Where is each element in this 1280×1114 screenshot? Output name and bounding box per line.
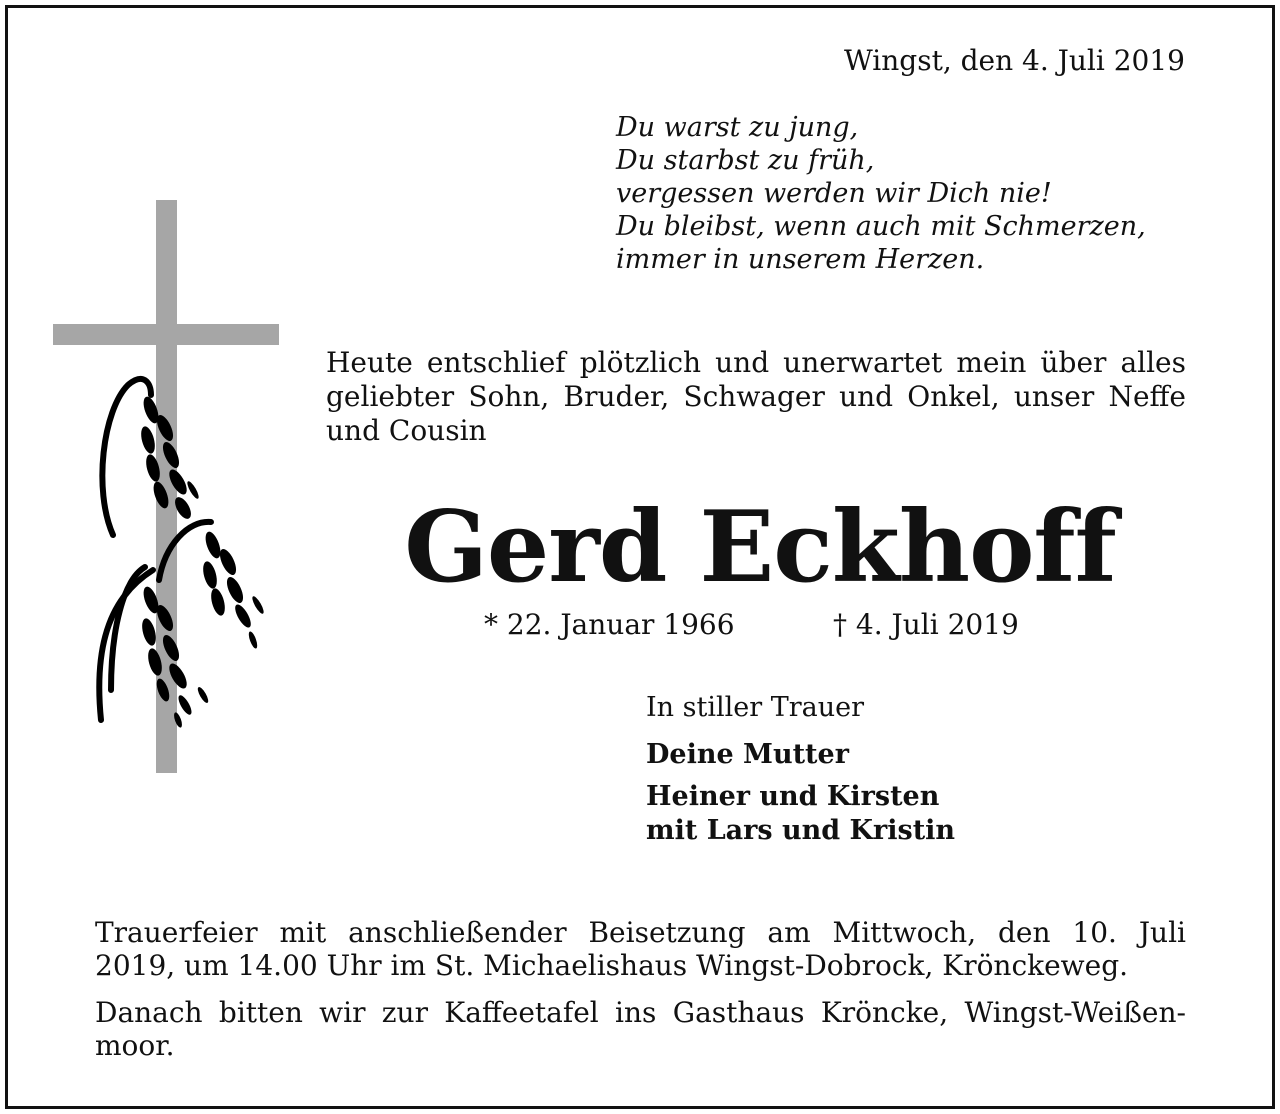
deceased-name-row — [0, 488, 1280, 608]
ceremony-line: Trauerfeier mit anschließender Beisetzung am Mittwoch, den 10. Juli — [95, 916, 1186, 949]
birth-date: * 22. Januar 1966 — [484, 608, 735, 641]
intro-line: Heute entschlief plötzlich und unerwartet mein über alles — [326, 346, 1186, 379]
poem-line: vergessen werden wir Dich nie! — [616, 178, 1052, 209]
place-date: Wingst, den 4. Juli 2019 — [844, 44, 1185, 77]
poem-line: Du warst zu jung, — [616, 112, 859, 143]
ceremony-info — [95, 916, 1186, 982]
death-date: † 4. Juli 2019 — [833, 608, 1019, 641]
poem-line: Du bleibst, wenn auch mit Schmerzen, — [616, 211, 1146, 242]
mourning-intro: In stiller Trauer — [646, 692, 865, 723]
coffee-line: moor. — [95, 1029, 175, 1062]
mourner-line: Heiner und Kirsten — [646, 781, 940, 812]
mourner-family — [646, 780, 955, 848]
poem-line: Du starbst zu früh, — [616, 145, 875, 176]
intro-line: geliebter Sohn, Bruder, Schwager und Onkel, unser Neffe — [326, 380, 1186, 413]
poem-line: immer in unserem Herzen. — [616, 244, 985, 275]
coffee-info — [95, 996, 1186, 1062]
intro-line: und Cousin — [326, 414, 487, 447]
deceased-name: Gerd Eckhoff — [404, 490, 1116, 605]
poem — [616, 111, 1146, 276]
mourner-mother: Deine Mutter — [646, 739, 849, 770]
ceremony-line: 2019, um 14.00 Uhr im St. Michaelishaus Wingst-Dobrock, Krönckeweg. — [95, 949, 1129, 982]
intro-text — [326, 346, 1186, 448]
coffee-line: Danach bitten wir zur Kaffeetafel ins Gasthaus Kröncke, Wingst-Weißen- — [95, 996, 1186, 1029]
mourner-line: mit Lars und Kristin — [646, 815, 956, 846]
